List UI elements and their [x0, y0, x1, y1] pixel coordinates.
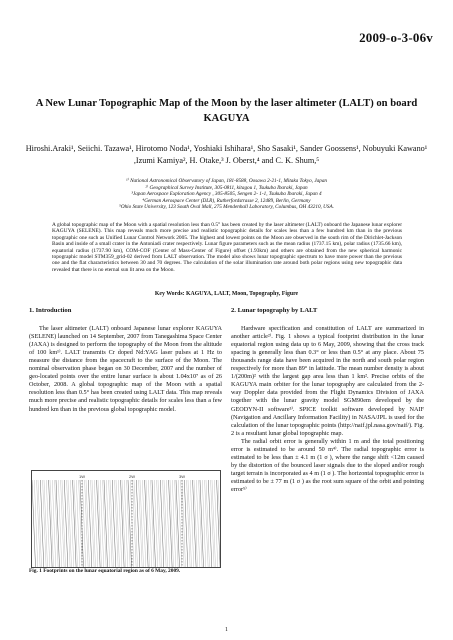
affiliation-list: [30, 178, 423, 211]
affiliation-line: ³Japan Aerospace Exploration Agency , 305-8505, Sengen 2- 1-1, Tsukuba Ibaraki, Japan 4: [131, 191, 322, 198]
figure-caption: Fig. 1 Footprints on the lunar equatorial region as of 6 May, 2009.: [29, 568, 181, 574]
affiliation-line: ⁵Ohio State University, 123 South Oval Mall, 275 Mendenhall Laboratory, Columbus, OH 43210, USA.: [119, 204, 334, 211]
paragraph: The laser altimeter (LALT) onboard Japanese lunar explorer KAGUYA (SELENE) launched on 14 September, 2007 from Tanegashima Space Center (JAXA) is designed to perform the topography of the Moon from the altitude of 100 km¹⁾. LALT transmits Cr doped Nd:YAG laser pulses at 1 Hz to measure the distance from the spacecraft to the surface of the Moon. The nominal observation phase began on 30 December, 2007 and the number of geo-located points over the entire lunar surface is about 1.04x10⁷ as of 26 October, 2008. A global topographic map of the Moon with a spatial resolution less than 0.5° has been created using LALT data. This map reveals much more precise and realistic topographic details for scales less than a few hundred km than in the previous global topographic model.: [29, 325, 222, 413]
section-heading-lunar-topography: 2. Lunar topography by LALT: [231, 307, 318, 314]
paragraph: Hardware specification and constitution of LALT are summarized in another article²⁾. Fig. 1 shows a typical footprint distribution in the lunar equatorial region using data up to 6 May, 2009, showing that the cross track spacing is generally less than 0.3° or less than 0.5° at any place. About 75 thousands range data have been acquired in the north and south polar region respectively for more than 89° in latitude. The mean number density is about 1/(200m)² with the largest gap area less than 1 km². Precise orbits of the KAGUYA main orbiter for the lunar topography are calculated from the 2-way Doppler data provided from the Flight Dynamics Division of JAXA together with the lunar gravity model SGM90em developed by the GEODYN-II software³⁾. SPICE toolkit software developed by NAIF (Navigation and Ancillary Information Facility) in NASA/JPL is used for the calculation of the lunar topographic points (http://naif.jpl.nasa.gov/naif/). Fig. 2 is a resultant lunar global topographic map.: [231, 325, 424, 437]
section-heading-introduction: 1. Introduction: [29, 307, 72, 314]
paragraph: The radial orbit error is generally within 1 m and the total positioning error is estimated to be around 50 m⁴⁾. The radial topographic error is estimated to be less than ± 4.1 m (1 σ ), where the range shift <12m caused by the distortion of the bounced laser signals due to the sloped and/or rough target terrain is incorporated as 4 m (1 σ ). The horizontal topographic error is estimated to be ± 77 m (1 σ ) as the root sum square of the orbit and pointing error⁵⁾: [231, 437, 424, 493]
right-column: [231, 307, 424, 494]
abstract: A global topographic map of the Moon with a spatial resolution less than 0.5° has been created by the laser altimeter (LALT) onboard the Japanese lunar explorer KAGUYA (SELENE). This map reveals much more precise and realistic topographic details for scales less than a few hundred km than in the previous topographic one such as Unified Lunar Control Network 2005. The highest and lowest points on the Moon are observed in the south rim of the Dirichlet-Jackson Basin and inside of a small crater in the Antoniadi crater respectively. Lunar figure parameters such as the mean radius (1737.15 km), polar radius (1735.66 km), equatorial radius (1737.90 km), COM-COF (Center of Mass-Center of Figure) offset (1.93km) and others are obtained from the new spherical harmonic topographic model STM359_grid-02 derived from LALT observation. The model also shows lunar topographic spectrum to have more power than the previous one and the flat characteristics between 30 and 70 degrees. The calculation of the solar illumination rate around both polar regions using new topographic data revealed that there is no eternal sun lit area on the Moon.: [52, 222, 402, 273]
footprint-plot: [32, 471, 220, 567]
document-id: 2009-o-3-06v: [359, 30, 433, 45]
affiliation-line: ⁴German Aerospace Center (DLR), Rutherfordstrasse 2, 12489, Berlin, Germany: [142, 197, 311, 204]
x-tick-label: 1W: [79, 474, 85, 479]
x-tick-label: 2W: [129, 474, 135, 479]
footprint-track: [217, 480, 220, 567]
affiliation-line: ²⁾ Geographical Survey Institute, 305-0811, kitagou 1, Tsukuba Ibaraki, Japan: [145, 184, 308, 191]
affiliation-line: ¹⁾ National Astronomical Observatory of Japan, 181-8588, Oosawa 2-21-1, Mitaka Tokyo, Japan: [125, 178, 328, 184]
figure-footprints: [31, 470, 221, 568]
keywords: Key Words: KAGUYA, LALT, Moon, Topography, Figure: [154, 291, 299, 297]
left-column: [29, 307, 222, 414]
author-list: Hiroshi.Araki¹, Seiichi. Tazawa¹, Hirotomo Noda¹, Yoshiaki Ishihara¹, Sho Sasaki¹, Sander Goossens¹, Nobuyuki Kawano¹ ,Izumi Kamiya², H. Otake,³ J. Oberst,⁴ and C. K. Shum,⁵: [25, 144, 428, 165]
page-number: 1: [225, 627, 228, 633]
x-tick-label: 3W: [179, 474, 185, 479]
paper-title: A New Lunar Topographic Map of the Moon by the laser altimeter (LALT) on board KAGUYA: [35, 98, 418, 124]
